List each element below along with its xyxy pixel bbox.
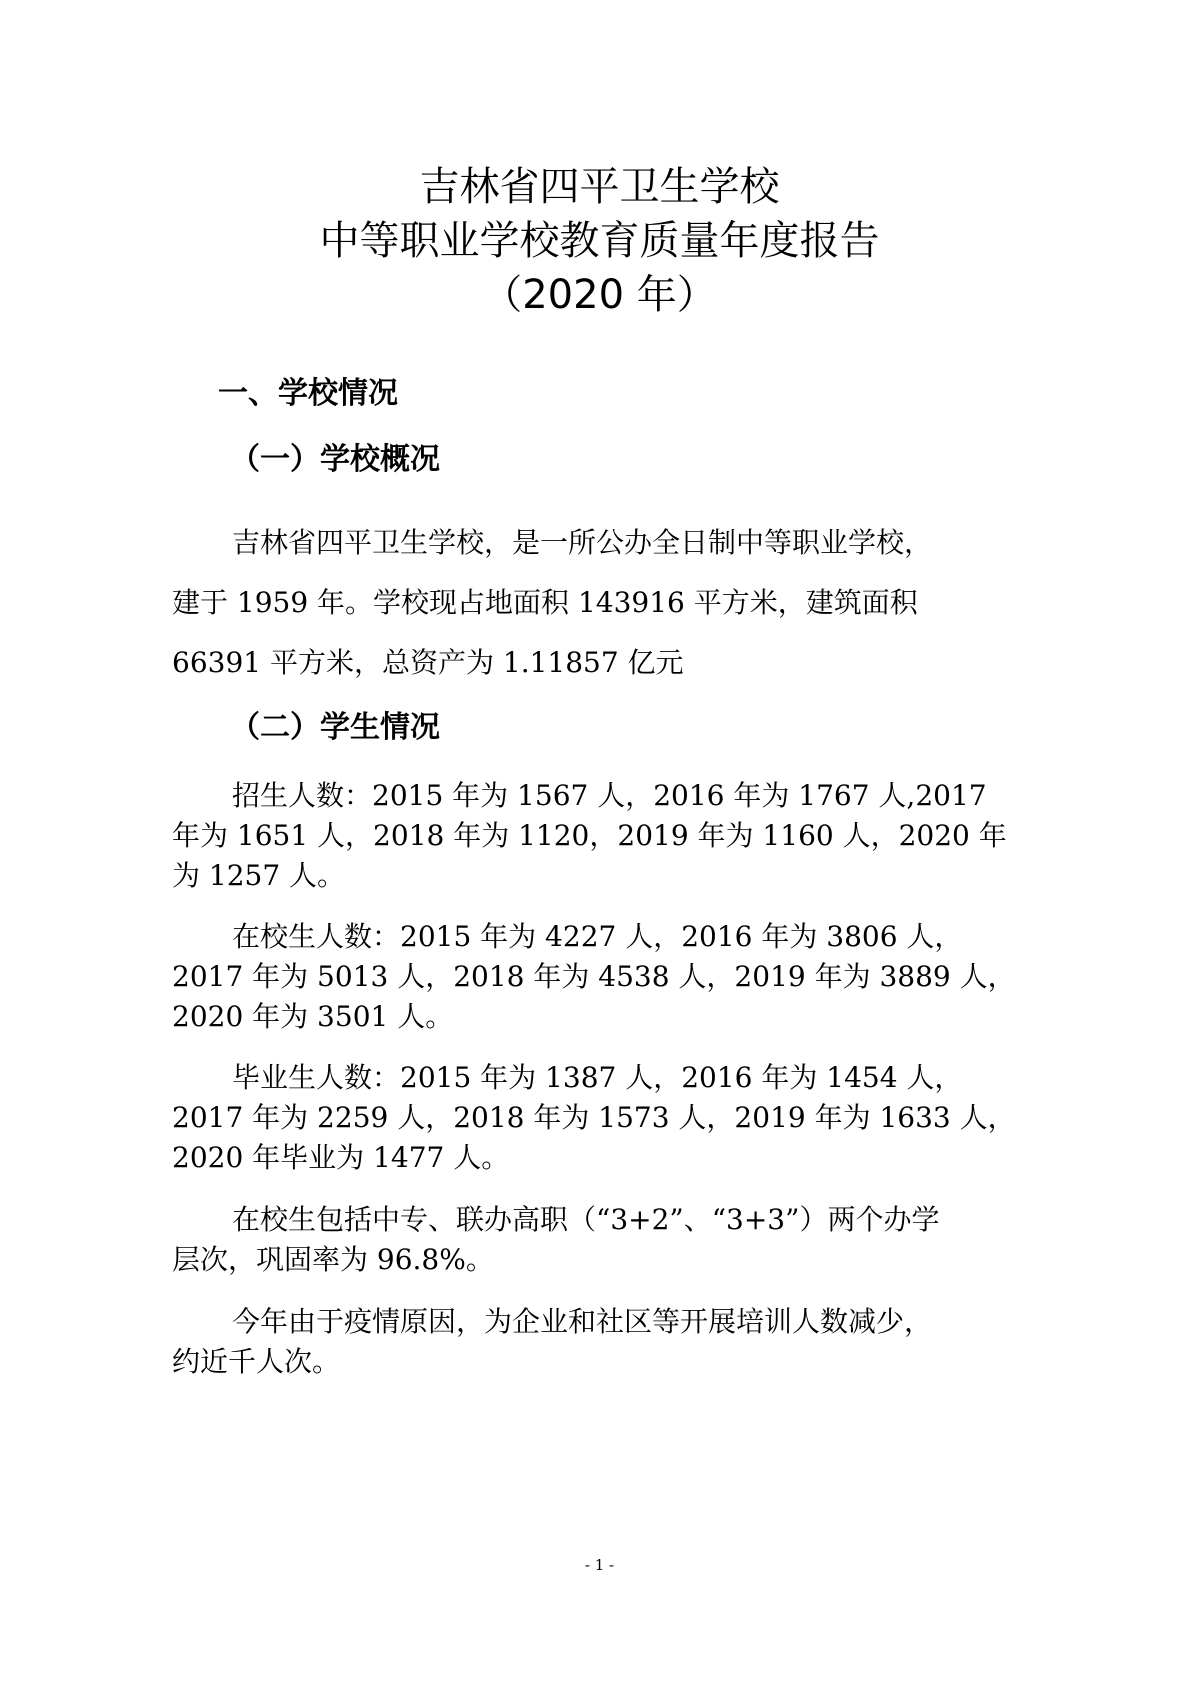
levels-line: 在校生包括中专、联办高职（“3+2”、“3+3”）两个办学 [232,1203,940,1236]
graduates-line: 2017 年为 2259 人，2018 年为 1573 人，2019 年为 1633 人， [172,1101,1016,1134]
graduates-line: 2020 年毕业为 1477 人。 [172,1141,510,1174]
in-school-line: 2017 年为 5013 人，2018 年为 4538 人，2019 年为 3889 人， [172,960,1016,993]
subsection-heading-student-situation: （二）学生情况 [230,710,440,745]
paragraph-school-overview [172,513,1032,693]
graduates-line: 毕业生人数：2015 年为 1387 人，2016 年为 1454 人， [232,1061,963,1094]
training-line: 今年由于疫情原因，为企业和社区等开展培训人数减少， [232,1305,933,1338]
overview-line: 建于 1959 年。学校现占地面积 143916 平方米，建筑面积 [172,586,918,619]
overview-line: 66391 平方米，总资产为 1.11857 亿元 [172,646,684,679]
overview-line: 吉林省四平卫生学校，是一所公办全日制中等职业学校， [232,526,933,559]
title-line-year: （2020 年） [482,272,717,318]
enrollment-line: 年为 1651 人，2018 年为 1120，2019 年为 1160 人，2020 年 [172,819,1007,852]
in-school-line: 在校生人数：2015 年为 4227 人，2016 年为 3806 人， [232,920,963,953]
document-title [0,160,1199,322]
title-line-school: 吉林省四平卫生学校 [419,164,780,210]
in-school-line: 2020 年为 3501 人。 [172,1000,454,1033]
enrollment-line: 招生人数：2015 年为 1567 人，2016 年为 1767 人,2017 [232,779,987,812]
paragraph-training [172,1302,1032,1382]
page-number: - 1 - [584,1556,615,1574]
levels-line: 层次，巩固率为 96.8%。 [172,1243,494,1276]
title-line-report: 中等职业学校教育质量年度报告 [319,218,880,264]
subsection-heading-school-overview: （一）学校概况 [230,442,440,477]
paragraph-enrollment [172,776,1032,896]
paragraph-in-school-students [172,917,1032,1037]
enrollment-line: 为 1257 人。 [172,859,346,892]
section-heading-school-situation: 一、学校情况 [218,376,398,411]
training-line: 约近千人次。 [172,1345,341,1378]
paragraph-education-levels [172,1200,1032,1280]
paragraph-graduates [172,1058,1032,1178]
